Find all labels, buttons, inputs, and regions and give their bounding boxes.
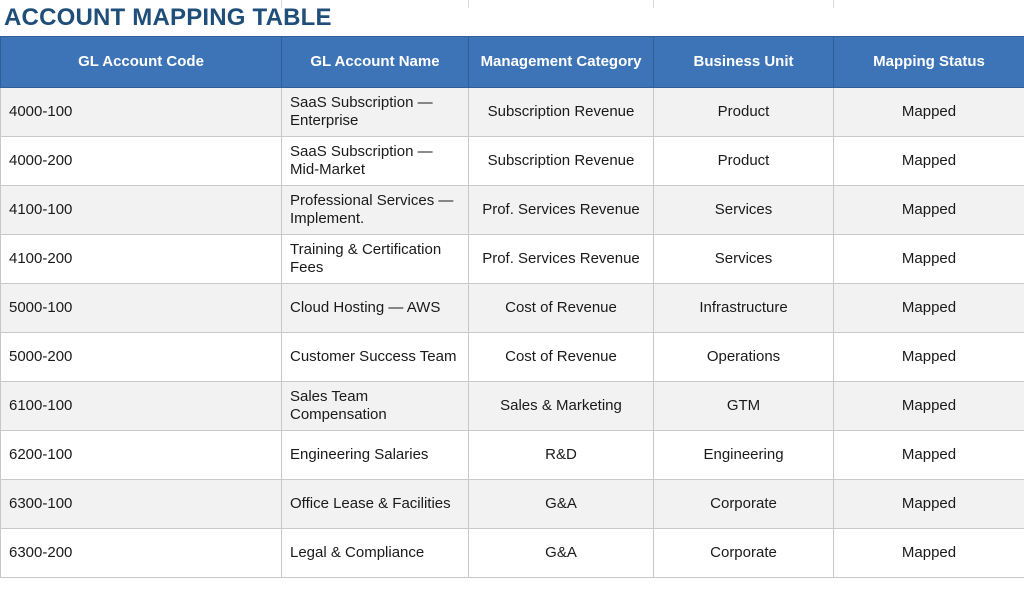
cell-mapping-status: Mapped: [834, 382, 1024, 431]
column-header-business-unit[interactable]: Business Unit: [654, 37, 834, 88]
table-header-row: [1, 37, 1024, 88]
cell-business-unit: Infrastructure: [654, 284, 834, 333]
cell-management-category: Prof. Services Revenue: [469, 235, 654, 284]
cell-gl-account-name: SaaS Subscription — Mid-Market: [282, 137, 469, 186]
cell-gl-account-name: Customer Success Team: [282, 333, 469, 382]
cell-gl-account-name: Training & Certification Fees: [282, 235, 469, 284]
cell-mapping-status: Mapped: [834, 480, 1024, 529]
cell-gl-account-code: 4000-200: [1, 137, 282, 186]
cell-management-category: Prof. Services Revenue: [469, 186, 654, 235]
table-row[interactable]: [1, 235, 1024, 284]
cell-gl-account-code: 4100-100: [1, 186, 282, 235]
cell-gl-account-name: Legal & Compliance: [282, 529, 469, 578]
cell-management-category: Cost of Revenue: [469, 333, 654, 382]
cell-business-unit: Operations: [654, 333, 834, 382]
cell-mapping-status: Mapped: [834, 186, 1024, 235]
column-header-gl-account-name[interactable]: GL Account Name: [282, 37, 469, 88]
table-row[interactable]: [1, 333, 1024, 382]
cell-gl-account-name: Sales Team Compensation: [282, 382, 469, 431]
cell-management-category: R&D: [469, 431, 654, 480]
cell-gl-account-name: Office Lease & Facilities: [282, 480, 469, 529]
cell-business-unit: Engineering: [654, 431, 834, 480]
cell-management-category: G&A: [469, 480, 654, 529]
cell-business-unit: Product: [654, 88, 834, 137]
cell-management-category: G&A: [469, 529, 654, 578]
cell-gl-account-code: 6200-100: [1, 431, 282, 480]
cell-business-unit: Product: [654, 137, 834, 186]
cell-mapping-status: Mapped: [834, 235, 1024, 284]
cell-business-unit: Services: [654, 186, 834, 235]
cell-gl-account-code: 6300-200: [1, 529, 282, 578]
cell-mapping-status: Mapped: [834, 333, 1024, 382]
table-row[interactable]: [1, 382, 1024, 431]
page-title: ACCOUNT MAPPING TABLE: [4, 4, 332, 31]
cell-mapping-status: Mapped: [834, 529, 1024, 578]
table-row[interactable]: [1, 431, 1024, 480]
table-row[interactable]: [1, 88, 1024, 137]
cell-business-unit: Corporate: [654, 480, 834, 529]
table-row[interactable]: [1, 480, 1024, 529]
cell-business-unit: Corporate: [654, 529, 834, 578]
cell-gl-account-code: 5000-100: [1, 284, 282, 333]
cell-business-unit: GTM: [654, 382, 834, 431]
column-header-mapping-status[interactable]: Mapping Status: [834, 37, 1024, 88]
table-row[interactable]: [1, 284, 1024, 333]
table-row[interactable]: [1, 137, 1024, 186]
column-header-gl-account-code[interactable]: GL Account Code: [1, 37, 282, 88]
cell-gl-account-name: Professional Services — Implement.: [282, 186, 469, 235]
table-row[interactable]: [1, 529, 1024, 578]
cell-management-category: Subscription Revenue: [469, 88, 654, 137]
cell-mapping-status: Mapped: [834, 88, 1024, 137]
cell-gl-account-name: Cloud Hosting — AWS: [282, 284, 469, 333]
cell-gl-account-name: Engineering Salaries: [282, 431, 469, 480]
cell-management-category: Cost of Revenue: [469, 284, 654, 333]
cell-gl-account-code: 5000-200: [1, 333, 282, 382]
account-mapping-table: [0, 36, 1024, 578]
cell-management-category: Subscription Revenue: [469, 137, 654, 186]
cell-business-unit: Services: [654, 235, 834, 284]
cell-mapping-status: Mapped: [834, 431, 1024, 480]
cell-gl-account-name: SaaS Subscription — Enterprise: [282, 88, 469, 137]
table-row[interactable]: [1, 186, 1024, 235]
cell-mapping-status: Mapped: [834, 137, 1024, 186]
cell-gl-account-code: 4100-200: [1, 235, 282, 284]
cell-gl-account-code: 6100-100: [1, 382, 282, 431]
cell-management-category: Sales & Marketing: [469, 382, 654, 431]
column-header-management-category[interactable]: Management Category: [469, 37, 654, 88]
cell-gl-account-code: 6300-100: [1, 480, 282, 529]
table-body: [1, 88, 1024, 578]
cell-mapping-status: Mapped: [834, 284, 1024, 333]
cell-gl-account-code: 4000-100: [1, 88, 282, 137]
